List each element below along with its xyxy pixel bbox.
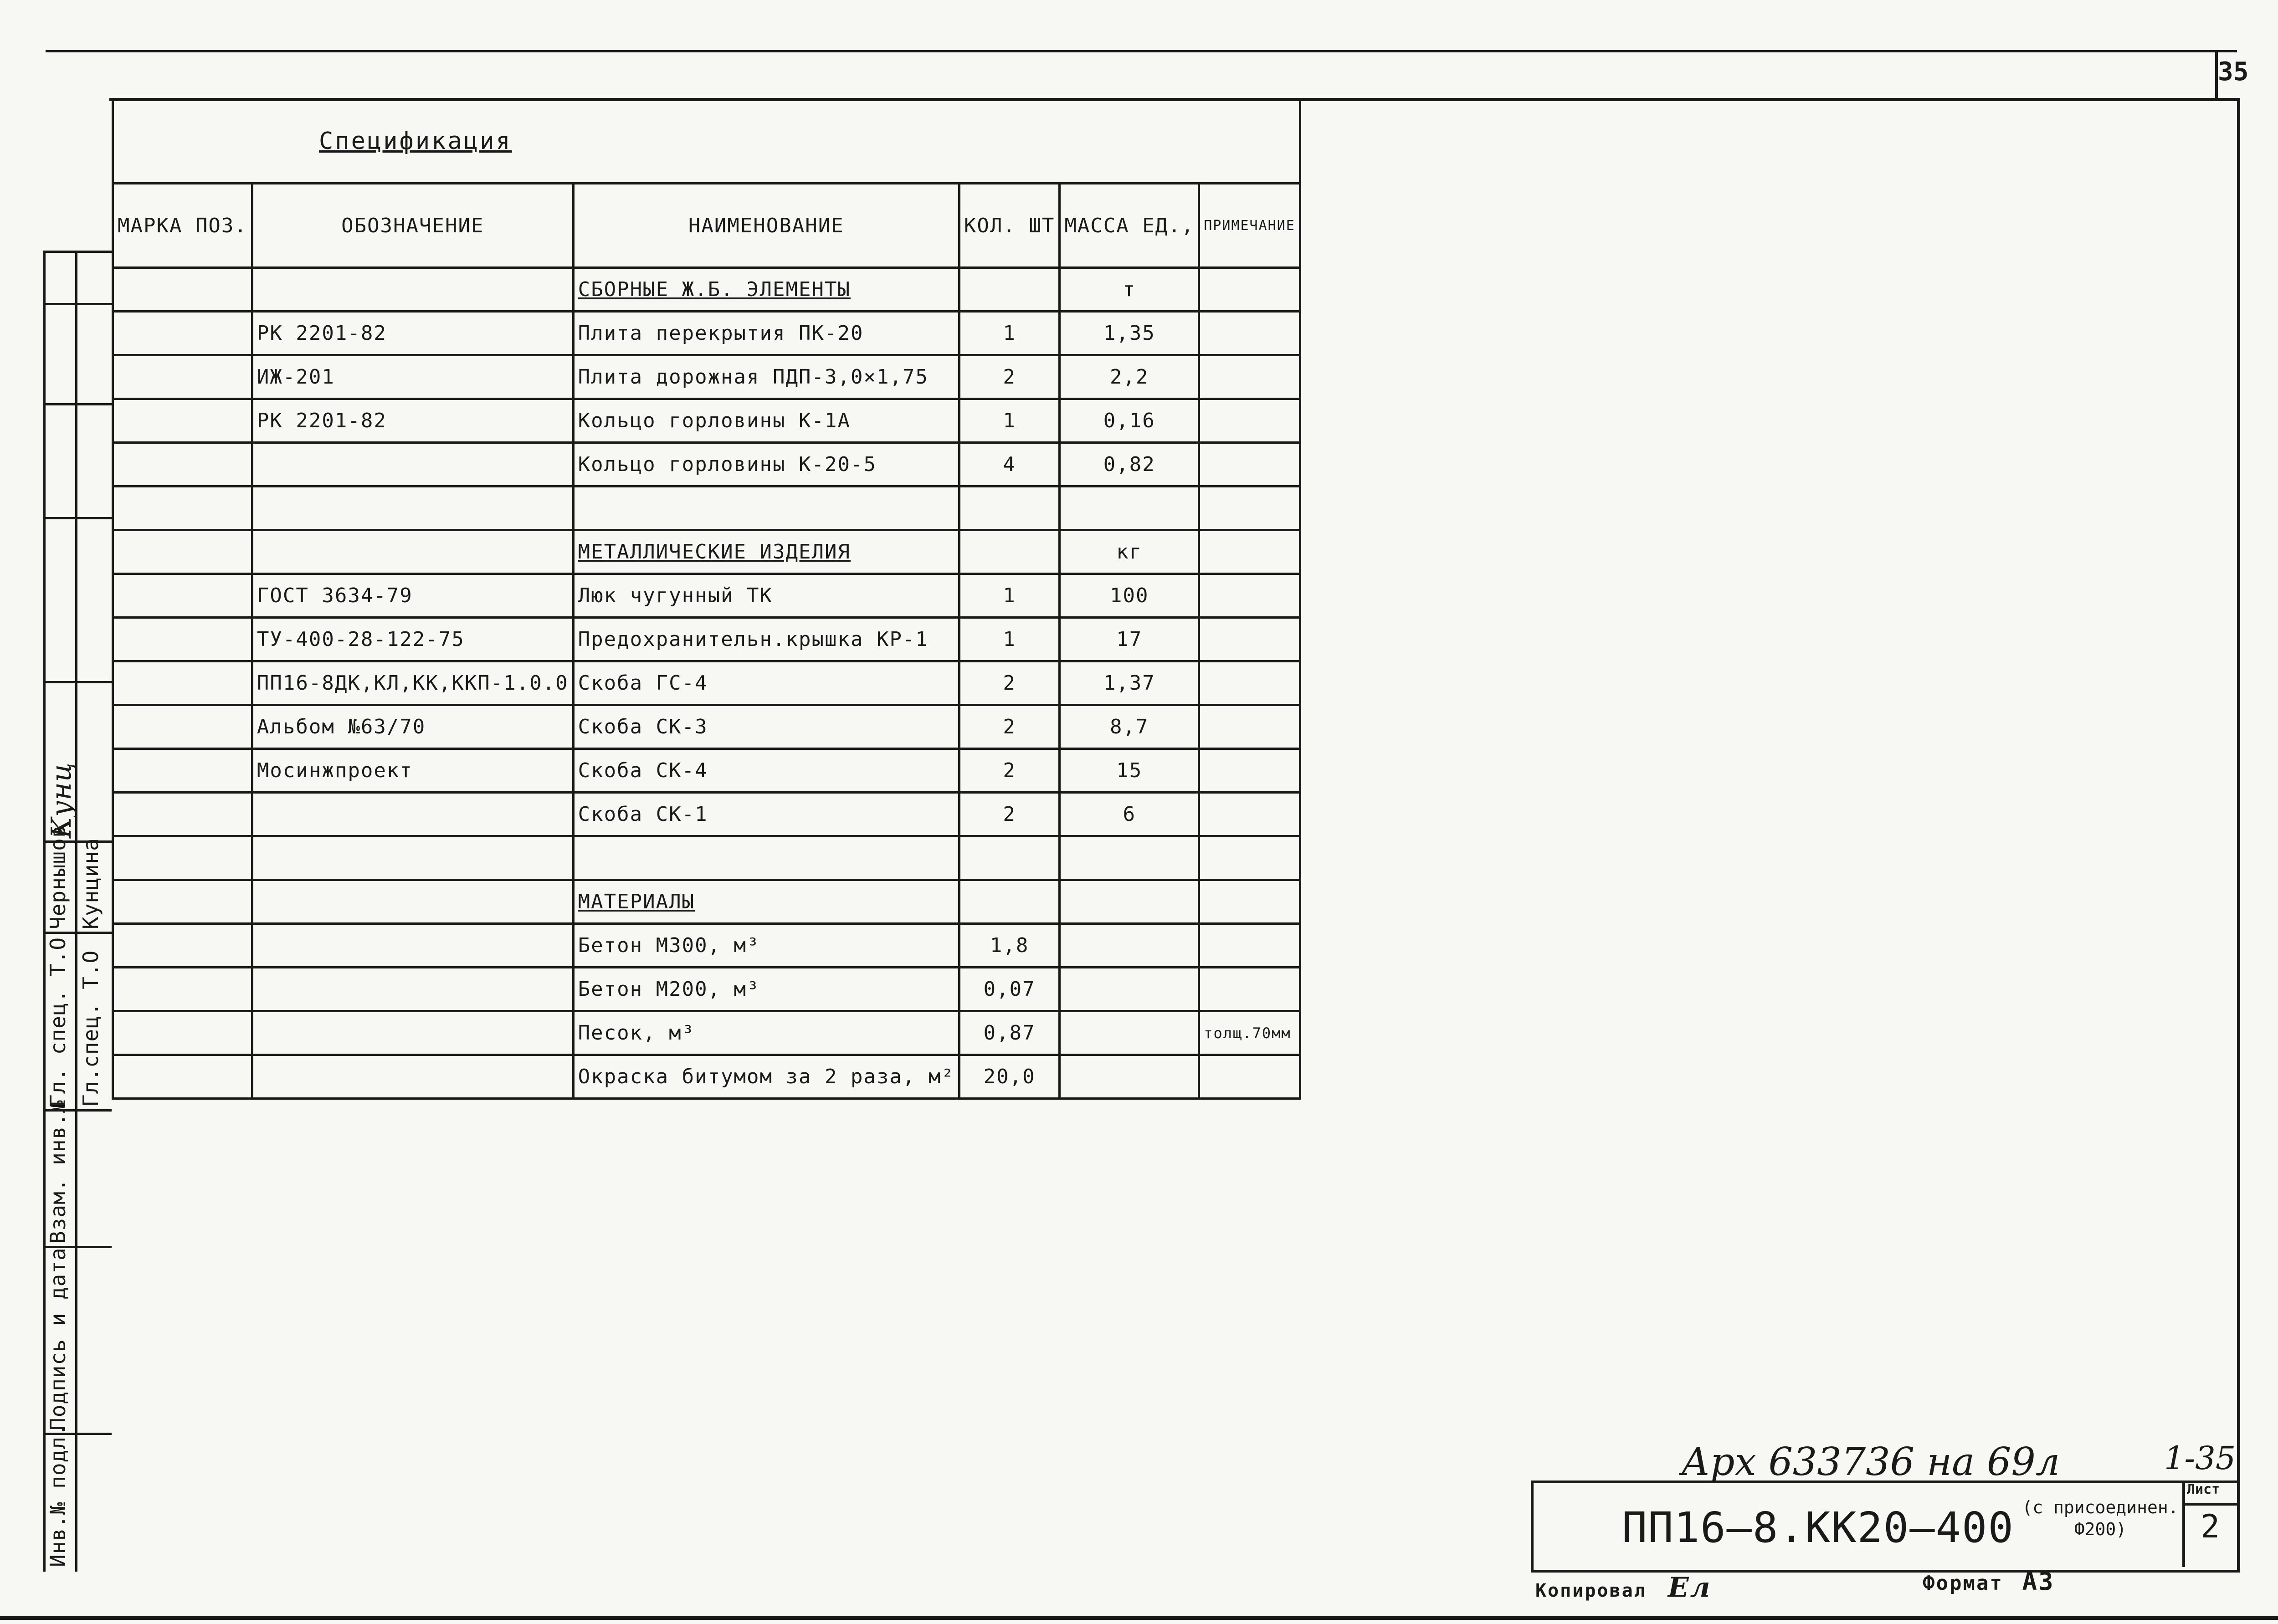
spec-cell-code: ТУ-400-28-122-75 — [252, 618, 573, 661]
strip-divider — [43, 932, 112, 934]
spec-row — [113, 880, 1300, 924]
spec-cell-mark — [113, 968, 252, 1011]
spec-cell-name: Окраска битумом за 2 раза, м² — [573, 1055, 959, 1099]
strip-divider — [43, 681, 112, 683]
header-mass: МАССА ЕД., — [1060, 184, 1199, 268]
spec-cell-code — [252, 924, 573, 968]
spec-cell-mark — [113, 487, 252, 530]
spec-cell-mass: т — [1060, 268, 1199, 312]
spec-cell-qty: 1 — [959, 399, 1059, 443]
spec-cell-note — [1199, 968, 1300, 1011]
spec-cell-mass — [1060, 968, 1199, 1011]
spec-cell-mark — [113, 661, 252, 705]
spec-row — [113, 705, 1300, 749]
spec-cell-mark — [113, 355, 252, 399]
specification-table — [112, 98, 1301, 1100]
strip-divider — [43, 303, 112, 305]
sheet-number: 35 — [2218, 57, 2249, 87]
spec-cell-note — [1199, 530, 1300, 574]
format-value: А3 — [2022, 1567, 2055, 1596]
spec-cell-name: Плита дорожная ПДП-3,0×1,75 — [573, 355, 959, 399]
spec-cell-mark — [113, 443, 252, 487]
spec-cell-mass: кг — [1060, 530, 1199, 574]
spec-cell-note — [1199, 618, 1300, 661]
spec-row — [113, 399, 1300, 443]
header-code: ОБОЗНАЧЕНИЕ — [252, 184, 573, 268]
spec-cell-name: Скоба СК-3 — [573, 705, 959, 749]
spec-cell-note — [1199, 705, 1300, 749]
spec-cell-qty: 2 — [959, 705, 1059, 749]
spec-row — [113, 618, 1300, 661]
side-signature: Кунц — [46, 762, 77, 838]
side-label-chief-spec-2: Гл.спец. Т.О — [78, 950, 103, 1107]
spec-cell-name: Плита перекрытия ПК-20 — [573, 312, 959, 355]
spec-cell-name: МЕТАЛЛИЧЕСКИЕ ИЗДЕЛИЯ — [573, 530, 959, 574]
spec-cell-code — [252, 880, 573, 924]
spec-cell-code: РК 2201-82 — [252, 399, 573, 443]
bottom-border-line — [0, 1616, 2278, 1620]
spec-cell-mass — [1060, 836, 1199, 880]
spec-cell-qty: 1,8 — [959, 924, 1059, 968]
spec-cell-name: Бетон М200, м³ — [573, 968, 959, 1011]
spec-cell-name: СБОРНЫЕ Ж.Б. ЭЛЕМЕНТЫ — [573, 268, 959, 312]
spec-cell-qty: 1 — [959, 312, 1059, 355]
spec-cell-mass — [1060, 1055, 1199, 1099]
spec-cell-code — [252, 443, 573, 487]
spec-cell-mark — [113, 749, 252, 793]
spec-title: Спецификация — [113, 99, 1300, 184]
spec-cell-qty — [959, 268, 1059, 312]
spec-row — [113, 487, 1300, 530]
spec-cell-mass: 8,7 — [1060, 705, 1199, 749]
side-label-chief-spec: Гл. спец. Т.О — [46, 937, 70, 1107]
top-border-line — [46, 50, 2237, 52]
strip-divider — [43, 517, 112, 519]
spec-cell-name: Предохранительн.крышка КР-1 — [573, 618, 959, 661]
spec-cell-name: Кольцо горловины К-20-5 — [573, 443, 959, 487]
spec-cell-mass: 1,37 — [1060, 661, 1199, 705]
spec-cell-mark — [113, 268, 252, 312]
spec-row — [113, 312, 1300, 355]
drawing-code: ПП16–8.КК20–400 — [1622, 1503, 2014, 1552]
spec-row — [113, 968, 1300, 1011]
format-label-text: Формат — [1923, 1572, 2003, 1595]
spec-cell-name — [573, 836, 959, 880]
spec-cell-note — [1199, 355, 1300, 399]
spec-cell-mass: 6 — [1060, 793, 1199, 836]
spec-cell-qty: 1 — [959, 574, 1059, 618]
spec-cell-mark — [113, 793, 252, 836]
spec-cell-note — [1199, 749, 1300, 793]
spec-cell-note — [1199, 312, 1300, 355]
spec-cell-mark — [113, 1011, 252, 1055]
spec-cell-code — [252, 968, 573, 1011]
sheet-number-block: 2 — [2201, 1508, 2220, 1545]
spec-cell-name — [573, 487, 959, 530]
spec-cell-note — [1199, 1055, 1300, 1099]
spec-cell-mass: 1,35 — [1060, 312, 1199, 355]
spec-cell-mark — [113, 530, 252, 574]
spec-cell-code — [252, 268, 573, 312]
spec-cell-qty: 1 — [959, 618, 1059, 661]
header-qty: КОЛ. ШТ — [959, 184, 1059, 268]
header-mark: МАРКА ПОЗ. — [113, 184, 252, 268]
spec-row — [113, 836, 1300, 880]
spec-cell-qty: 2 — [959, 793, 1059, 836]
spec-cell-note — [1199, 443, 1300, 487]
spec-cell-qty: 0,07 — [959, 968, 1059, 1011]
spec-cell-note — [1199, 399, 1300, 443]
spec-cell-name: Кольцо горловины К-1А — [573, 399, 959, 443]
side-label-chernyshov: Чернышов — [46, 825, 70, 929]
sheet-cell-divider — [2182, 1503, 2237, 1506]
spec-row — [113, 530, 1300, 574]
spec-cell-code — [252, 793, 573, 836]
spec-row — [113, 924, 1300, 968]
spec-cell-note — [1199, 880, 1300, 924]
spec-cell-name: Скоба ГС-4 — [573, 661, 959, 705]
spec-cell-mass — [1060, 924, 1199, 968]
spec-cell-mark — [113, 924, 252, 968]
spec-cell-code — [252, 836, 573, 880]
sheet-label: Лист — [2187, 1481, 2220, 1497]
spec-cell-note — [1199, 661, 1300, 705]
spec-row — [113, 355, 1300, 399]
format-label — [1923, 1567, 2054, 1596]
copied-label-text: Копировал — [1535, 1580, 1647, 1601]
spec-cell-mass: 2,2 — [1060, 355, 1199, 399]
spec-cell-name: Бетон М300, м³ — [573, 924, 959, 968]
spec-cell-qty — [959, 487, 1059, 530]
spec-header-row — [113, 184, 1300, 268]
spec-cell-mark — [113, 574, 252, 618]
spec-cell-mass: 0,16 — [1060, 399, 1199, 443]
archive-sheet-ref: 1-35 — [2164, 1440, 2236, 1477]
spec-cell-note — [1199, 793, 1300, 836]
header-name: НАИМЕНОВАНИЕ — [573, 184, 959, 268]
spec-cell-qty: 2 — [959, 661, 1059, 705]
spec-cell-qty — [959, 880, 1059, 924]
spec-cell-qty: 2 — [959, 355, 1059, 399]
archive-number: Арх 633736 на 69л — [1681, 1440, 2060, 1484]
spec-cell-name: Песок, м³ — [573, 1011, 959, 1055]
spec-cell-mark — [113, 836, 252, 880]
side-label-kuntsina: Кунцина — [78, 838, 103, 929]
spec-cell-name: Скоба СК-1 — [573, 793, 959, 836]
spec-cell-name: Скоба СК-4 — [573, 749, 959, 793]
spec-cell-mark — [113, 1055, 252, 1099]
strip-divider — [43, 403, 112, 405]
spec-cell-mark — [113, 880, 252, 924]
header-note: ПРИМЕЧАНИЕ — [1199, 184, 1300, 268]
spec-cell-code — [252, 1055, 573, 1099]
spec-cell-qty — [959, 836, 1059, 880]
drawing-code-note: (с присоединен. Ф200) — [2022, 1497, 2179, 1539]
spec-cell-mass — [1060, 1011, 1199, 1055]
spec-cell-note — [1199, 268, 1300, 312]
side-label-replaced-inv: Взам. инв.№ — [46, 1100, 70, 1244]
spec-cell-code: Мосинжпроект — [252, 749, 573, 793]
spec-cell-code: РК 2201-82 — [252, 312, 573, 355]
spec-row — [113, 793, 1300, 836]
spec-cell-note — [1199, 836, 1300, 880]
spec-row — [113, 749, 1300, 793]
spec-cell-mass: 15 — [1060, 749, 1199, 793]
spec-row — [113, 661, 1300, 705]
spec-cell-code: ИЖ-201 — [252, 355, 573, 399]
spec-cell-note: толщ.70мм — [1199, 1011, 1300, 1055]
spec-cell-mass: 17 — [1060, 618, 1199, 661]
spec-cell-mark — [113, 618, 252, 661]
spec-row — [113, 1055, 1300, 1099]
spec-cell-qty: 2 — [959, 749, 1059, 793]
spec-cell-mark — [113, 399, 252, 443]
spec-row — [113, 268, 1300, 312]
spec-cell-mark — [113, 705, 252, 749]
spec-title-row — [113, 99, 1300, 184]
spec-cell-mass — [1060, 487, 1199, 530]
spec-cell-code — [252, 1011, 573, 1055]
spec-cell-note — [1199, 574, 1300, 618]
spec-cell-qty — [959, 530, 1059, 574]
spec-cell-mass: 0,82 — [1060, 443, 1199, 487]
spec-cell-note — [1199, 924, 1300, 968]
spec-cell-code — [252, 487, 573, 530]
spec-cell-code: ГОСТ 3634-79 — [252, 574, 573, 618]
spec-cell-name: Люк чугунный ТК — [573, 574, 959, 618]
strip-divider — [43, 251, 112, 253]
spec-cell-qty: 4 — [959, 443, 1059, 487]
spec-cell-qty: 0,87 — [959, 1011, 1059, 1055]
spec-cell-name: МАТЕРИАЛЫ — [573, 880, 959, 924]
spec-row — [113, 1011, 1300, 1055]
copied-label — [1535, 1572, 1712, 1604]
spec-cell-qty: 20,0 — [959, 1055, 1059, 1099]
side-label-signature-date: Подпись и дата — [46, 1247, 70, 1430]
spec-cell-mass: 100 — [1060, 574, 1199, 618]
side-label-inv-orig: Инв.№ подл. — [46, 1423, 70, 1567]
spec-cell-code: ПП16-8ДК,КЛ,КК,ККП-1.0.0 — [252, 661, 573, 705]
spec-row — [113, 443, 1300, 487]
spec-cell-mass — [1060, 880, 1199, 924]
spec-cell-note — [1199, 487, 1300, 530]
spec-row — [113, 574, 1300, 618]
spec-cell-code: Альбом №63/70 — [252, 705, 573, 749]
spec-cell-code — [252, 530, 573, 574]
spec-cell-mark — [113, 312, 252, 355]
copied-signature: Ел — [1667, 1572, 1712, 1604]
